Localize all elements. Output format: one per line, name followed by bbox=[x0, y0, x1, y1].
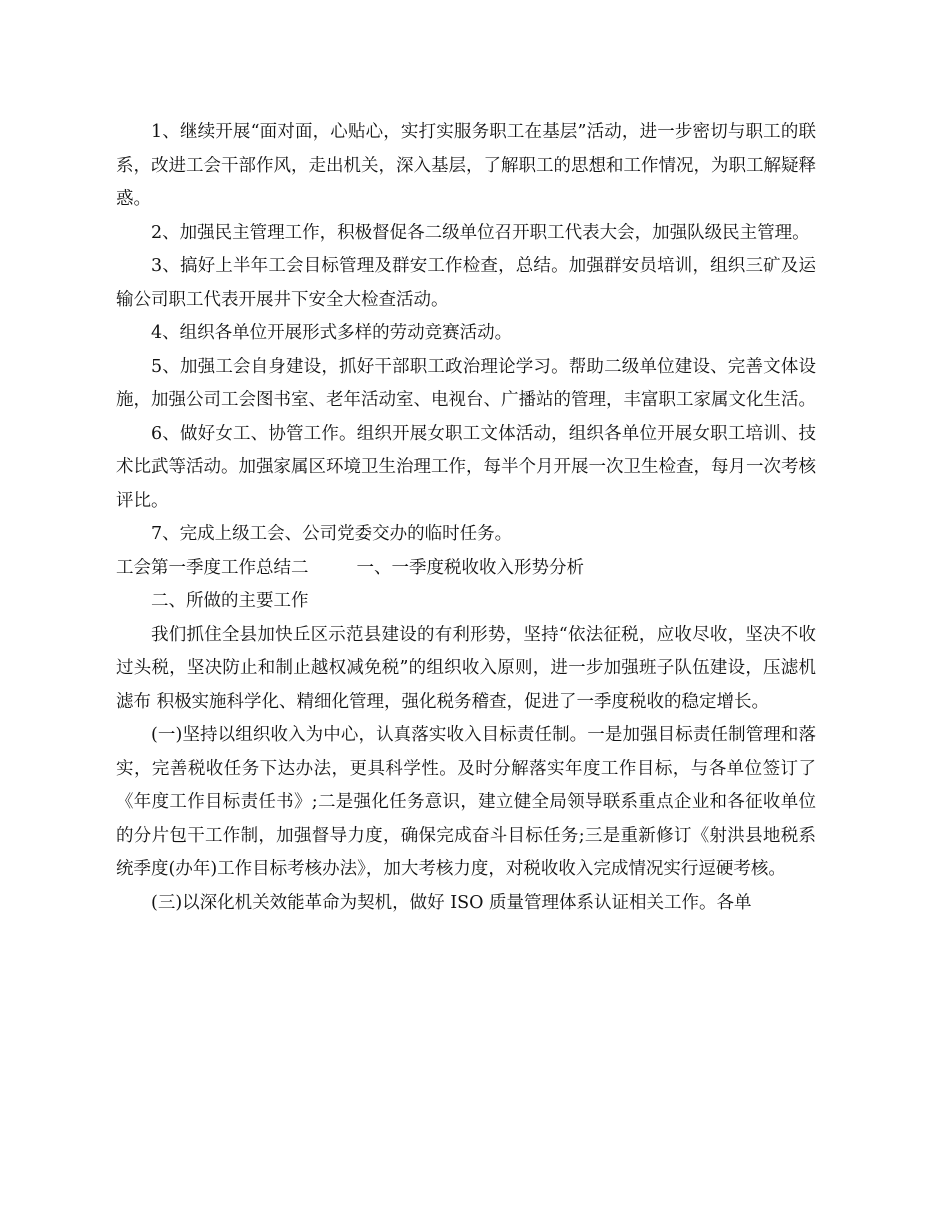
paragraph-4: 4、组织各单位开展形式多样的劳动竞赛活动。 bbox=[151, 323, 513, 343]
paragraph-2: 2、加强民主管理工作，积极督促各二级单位召开职工代表大会，加强队级民主管理。 bbox=[151, 222, 810, 243]
paragraph-7: 7、完成上级工会、公司党委交办的临时任务。 bbox=[151, 524, 513, 544]
paragraph-10: (一)坚持以组织收入为中心，认真落实收入目标责任制。一是加强目标责任制管理和落实，完善税收任务下达办法，更具科学性。及时分解落实年度工作目标，与各单位签订了《年度工作目标责任书》;二是强化任务意识，建立健全局领导联系重点企业和各征收单位的分片包干工作制，加强督导力度，确保完成奋斗目标任务;三是重新修订《射洪县地税系统季度(办年)工作目标考核办法》，加大考核力度，对税收收入完成情况实行逗硬考核。 bbox=[116, 725, 816, 879]
paragraph-5: 5、加强工会自身建设，抓好干部职工政治理论学习。帮助二级单位建设、完善文体设施，加强公司工会图书室、老年活动室、电视台、广播站的管理，丰富职工家属文化生活。 bbox=[116, 356, 816, 410]
paragraph-1: 1、继续开展“面对面，心贴心，实打实服务职工在基层”活动，进一步密切与职工的联系，改进工会干部作风，走出机关，深入基层，了解职工的思想和工作情况，为职工解疑释惑。 bbox=[116, 122, 816, 209]
paragraph-8: 二、所做的主要工作 bbox=[151, 591, 309, 611]
paragraph-9: 我们抓住全县加快丘区示范县建设的有利形势，坚持“依法征税，应收尽收，坚决不收过头税，坚决防止和制止越权减免税”的组织收入原则，进一步加强班子队伍建设，压滤机滤布 积极实施科学化、精细化管理，强化税务稽查，促进了一季度税收的稳定增长。 bbox=[116, 624, 816, 712]
section-heading-line bbox=[116, 552, 816, 586]
section-title: 工会第一季度工作总结二 bbox=[116, 557, 309, 578]
document-body bbox=[116, 116, 816, 920]
paragraph-3: 3、搞好上半年工会目标管理及群安工作检查，总结。加强群安员培训，组织三矿及运输公司职工代表开展井下安全大检查活动。 bbox=[116, 256, 816, 310]
section-subtitle: 一、一季度税收收入形势分析 bbox=[356, 557, 584, 578]
paragraph-11: (三)以深化机关效能革命为契机，做好 ISO 质量管理体系认证相关工作。各单 bbox=[151, 892, 752, 913]
paragraph-6: 6、做好女工、协管工作。组织开展女职工文体活动，组织各单位开展女职工培训、技术比武等活动。加强家属区环境卫生治理工作，每半个月开展一次卫生检查，每月一次考核评比。 bbox=[116, 423, 816, 511]
